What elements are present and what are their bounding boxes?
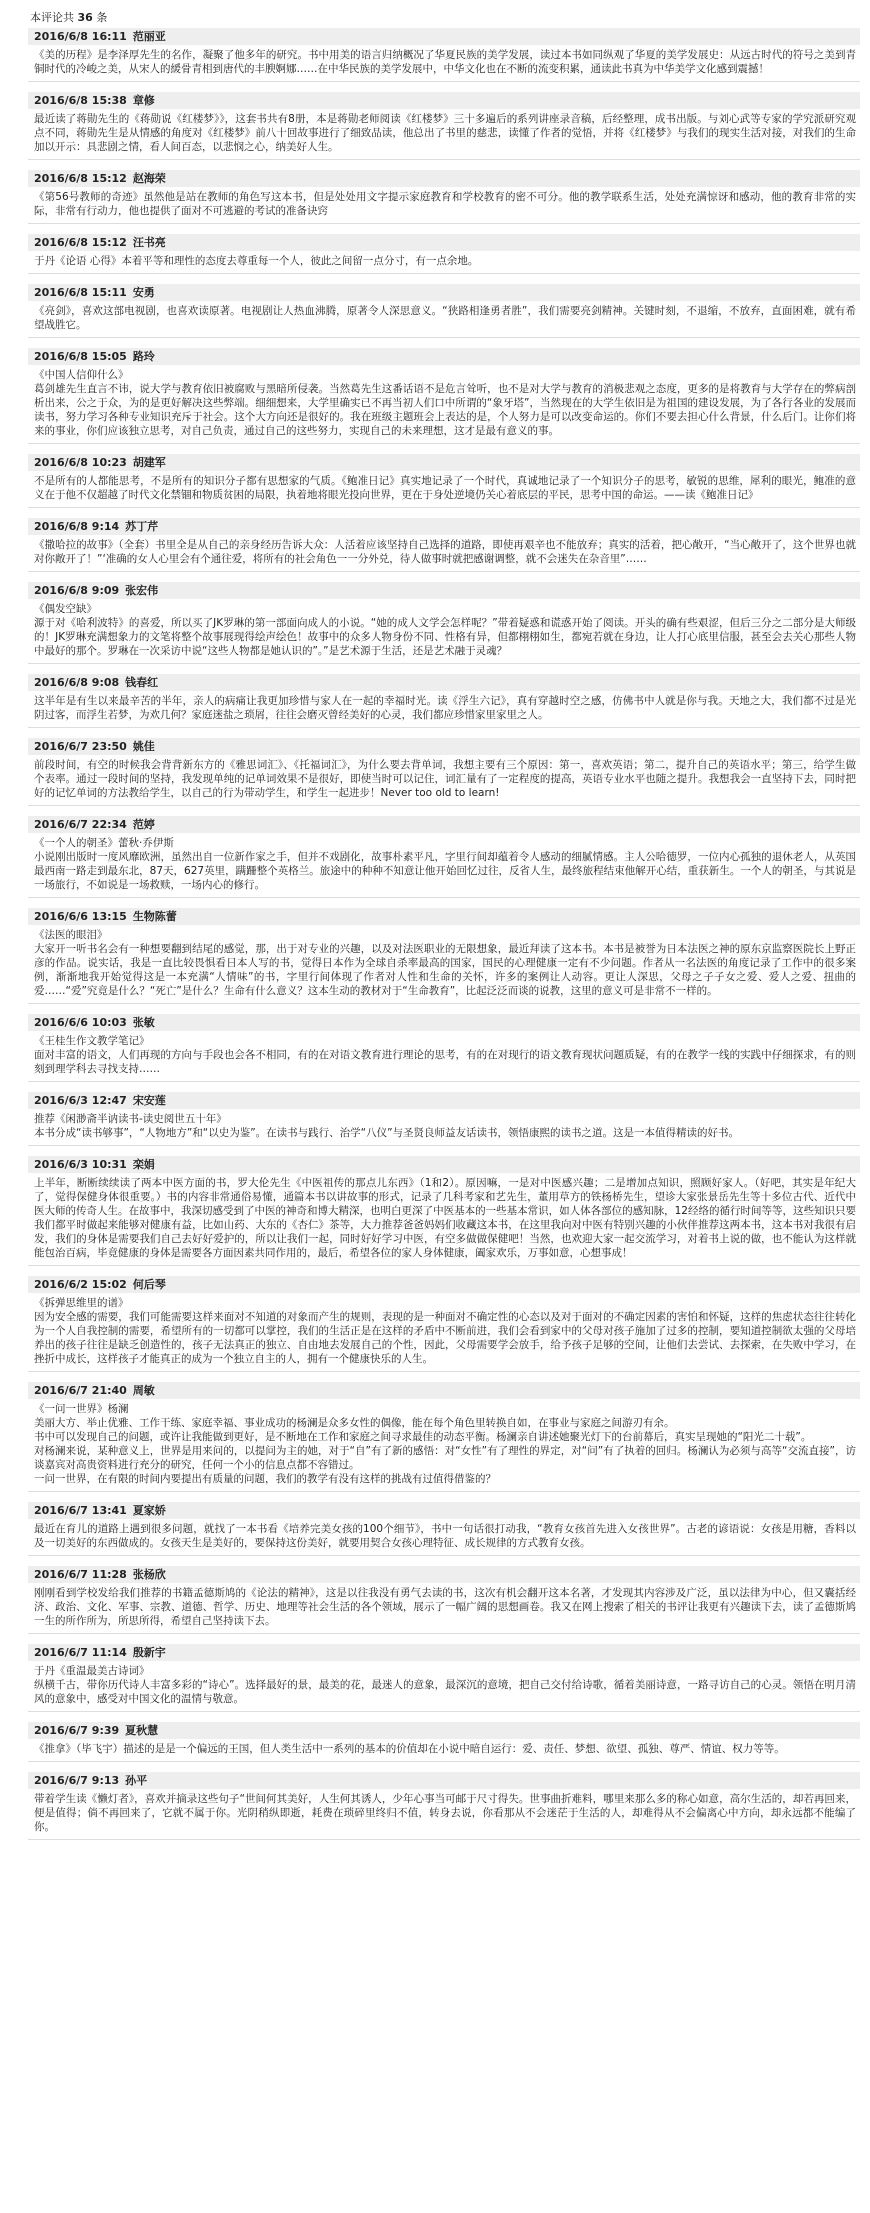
comment-text: 《一问一世界》杨澜 美丽大方、举止优雅、工作干练、家庭幸福、事业成功的杨澜是众多女性的偶像，能在每个角色里转换自如，在事业与家庭之间游刃有余。 书中可以发现自己的问题，或许让我能做到更好，是不断地在工作和家庭之间寻求最佳的动态平衡。杨澜亲自讲述她聚光灯下的台前幕后，真实呈现她的“阳光二十载”。 对杨澜来说，某种意义上，世界是用来问的，以提问为主的她，对于“自”有了新的感悟：对“女性”有了理性的界定，对“问”有了执着的回归。杨澜认为必须与高等“交流直接”，访谈嘉宾对高贵资料进行充分的研究，任何一个小的信息点都不容错过。 一问一世界，在有限的时间内要提出有质量的问题，我们的教学有没有这样的挑战有过值得借鉴的？ [34,1403,856,1485]
comment-divider [28,1555,860,1556]
comment-date: 2016/6/6 13:15 [34,910,127,923]
comment-divider [28,273,860,274]
comment-author: 宋安莲 [132,1094,166,1107]
comment-item [28,1722,860,1762]
comment-header [28,816,860,833]
comment-item [28,170,860,224]
comment-date: 2016/6/8 10:23 [34,456,127,469]
comment-author: 张杨欣 [132,1568,166,1581]
comment-total [28,10,860,26]
comment-divider [28,571,860,572]
comment-divider [28,805,860,806]
comment-text: 最近读了蒋勋先生的《蒋勋说《红楼梦》》，这套书共有8册，本是蒋勋老师阅读《红楼梦》三十多遍后的系列讲座录音稿，后经整理，成书出版。与刘心武等专家的学究派研究观点不同，蒋勋先生是从情感的角度对《红楼梦》前八十回故事进行了细致品读，他总出了书里的慈悲，读懂了作者的觉悟，并将《红楼梦》与我们的现实生活对接，对我们的生命加以开示：具悲剧之情，看人间百态，以悲悯之心，纳美好人生。 [34,113,856,153]
comment-header [28,170,860,187]
comment-text: 上半年，断断续续读了两本中医方面的书，罗大伦先生《中医祖传的那点儿东西》（1和2）。原因嘛，一是对中医感兴趣；二是增加点知识，照顾好家人。（好吧，其实是年纪大了，觉得保健身体很重要。）书的内容非常通俗易懂，通篇本书以讲故事的形式，记录了几科考家和艺先生，董用草方的铁杨桥先生，望诊大家张景岳先生等十多位古代、近代中医大师的传奇人生。在故事中，我深切感受到了中医的神奇和博大精深，也明白更深了中医基本的一些基本常识，如人体各部位的感知脉，12经络的循行时间等等，这些知识只要我们都平时做起来能够对健康有益，比如山药、大东的《杏仁》茶等，大力推荐爸爸妈妈们收藏这本书，在这里我向对中医有特别兴趣的小伙伴推荐这两本书，这本书对我很有启发，我们的身体是需要我们自己去好好爱护的，所以让我们一起，同时好好学习中医，有空多做做保健吧！当然，也欢迎大家一起交流学习，对着书上说的做，也不能认为这样就能包治百病，毕竟健康的身体是需要各方面因素共同作用的，最后，希望各位的家人身体健康，阖家欢乐，万事如意，心想事成！ [34,1177,856,1259]
comment-date: 2016/6/3 10:31 [34,1158,127,1171]
comment-item [28,1382,860,1492]
comment-author: 夏家娇 [132,1504,166,1517]
comment-author: 路玲 [132,350,155,363]
comment-date: 2016/6/8 15:05 [34,350,127,363]
comment-header [28,1382,860,1399]
comment-text: 《一个人的朝圣》蕾秋·乔伊斯 小说刚出版时一度风靡欧洲，虽然出自一位新作家之手，但并不戏剧化，故事朴素平凡，字里行间却蕴着令人感动的细腻情感。主人公哈德罗，一位内心孤独的退休老人，从英国最西南一路走到最东北，87天，627英里，蹒跚整个英格兰。旅途中的种种不知意让他开始回忆过往，反省人生，最终旅程结束他解开心结，重获新生。一个人的朝圣，与其说是一场旅行，不如说是一场救赎，一场内心的修行。 [34,837,856,891]
comment-header [28,1092,860,1109]
comment-divider [28,1761,860,1762]
comment-header [28,284,860,301]
comment-date: 2016/6/8 9:14 [34,520,120,533]
comment-text: 前段时间，有空的时候我会背背新东方的《雅思词汇》、《托福词汇》，为什么要去背单词，我想主要有三个原因：第一，喜欢英语；第二，提升自己的英语水平；第三，给学生做个表率。通过一段时间的坚持，我发现单纯的记单词效果不是很好，即使当时可以记住，词汇量有了一定程度的提高，英语专业水平也随之提升。我想我会一直坚持下去，同时把好的记忆单词的方法教给学生，以自己的行为带动学生，和学生一起进步！Never too old to learn! [34,759,856,799]
comment-divider [28,223,860,224]
comment-item [28,1014,860,1082]
comment-author: 苏丁芹 [125,520,159,533]
comment-author: 殷新宇 [132,1646,166,1659]
comment-header [28,1014,860,1031]
comment-divider [28,81,860,82]
comment-divider [28,663,860,664]
comment-date: 2016/6/7 13:41 [34,1504,127,1517]
comment-author: 夏秋慧 [125,1724,159,1737]
comment-divider [28,1003,860,1004]
comment-date: 2016/6/8 9:08 [34,676,120,689]
comment-text: 刚刚看到学校发给我们推荐的书籍孟德斯鸠的《论法的精神》，这是以往我没有勇气去读的书，这次有机会翻开这本名著，才发现其内容涉及广泛，虽以法律为中心，但又囊括经济、政治、文化、军事、宗教、道德、哲学、历史、地理等社会生活的各个领域，展示了一幅广阔的思想画卷。我又在网上搜索了相关的书评让我更有兴趣读下去，读了孟德斯鸠一生的所作所为，所思所得，希望自己坚持读下去。 [34,1587,856,1627]
comment-text: 《中国人信仰什么》 葛剑雄先生直言不讳，说大学与教育依旧被腐败与黑暗所侵袭。当然葛先生这番话语不是危言耸听，也不是对大学与教育的消极悲观之态度，更多的是将教育与大学存在的弊病剖析出来，公之于众，为的是更好解决这些弊端。细细想来，大学里确实已不再当初人们口中所谓的“象牙塔”，当然现在的大学生依旧是为祖国的建设发展，为了各行各业的发展而读书，努力学习各种专业知识充斥于社会。这个大方向还是很好的。我在班级主题班会上表达的是，个人努力是可以改变命运的。你们不要去担心什么背景，什么后门。让你们将来的事业，你们应该独立思考，对自己负责，通过自己的这些努力，实现自己的未来理想，这才是最有意义的事。 [34,369,856,437]
comment-text: 带着学生读《懒灯者》，喜欢并摘录这些句子“世间何其美好，人生何其诱人，少年心事当可邮于尺寸得失。世事曲折难料，哪里来那么多的称心如意，高尔生活的，却若再回来，便是值得；倘不再回来了，它就不属于你。光阴稍纵即逝，耗费在琐碎里终归不值，转身去说，你看那从不会迷茫于生活的人，却难得从不会偏离心中方向，却永远都不能编了你。 [34,1793,856,1833]
comment-date: 2016/6/6 10:03 [34,1016,127,1029]
comment-item [28,908,860,1004]
comment-item [28,234,860,274]
comment-date: 2016/6/8 15:11 [34,286,127,299]
comment-author: 范丽亚 [132,30,166,43]
comment-author: 赵海荣 [132,172,166,185]
comment-text: 《第56号教师的奇迹》虽然他是站在教师的角色写这本书，但是处处用文字提示家庭教育和学校教育的密不可分。他的教学联系生活，处处充满惊讶和感动，他的教育非常的实际，非常有行动力，他也提供了面对不可逃避的考试的准备诀窍 [34,191,856,217]
comment-item [28,518,860,572]
comment-text: 《王桂生作文教学笔记》 面对丰富的语文，人们再现的方向与手段也会各不相同，有的在对语文教育进行理论的思考，有的在对现行的语文教育现状问题质疑，有的在教学一线的实践中仔细探求，有的则刻到理学科去寻找支持…… [34,1035,856,1075]
comment-divider [28,1839,860,1840]
comment-text: 于丹《重温最美古诗词》 纵横千古，带你历代诗人丰富多彩的“诗心”。选择最好的景，最美的花，最迷人的意象，最深沉的意境，把自己交付给诗歌，循着美丽诗意，一路寻访自己的心灵。领悟在明月清风的意象中，感受对中国文化的温情与敬意。 [34,1665,856,1705]
comment-date: 2016/6/3 12:47 [34,1094,127,1107]
comment-divider [28,1265,860,1266]
comment-author: 胡建军 [132,456,166,469]
comment-header [28,1722,860,1739]
comment-item [28,1502,860,1556]
comment-author: 何后琴 [132,1278,166,1291]
comment-text: 推荐《闲渺斋半讷读书-读史阅世五十年》 本书分成“读书够事”，“人物地方”和“以史为鉴”。在读书与践行、治学“八仪”与圣贤良师益友话读书，领悟康熙的读书之道。这是一本值得精读的好书。 [34,1113,740,1139]
comment-author: 孙平 [125,1774,148,1787]
comment-date: 2016/6/8 15:12 [34,172,127,185]
comment-list [28,28,860,1840]
comment-text: 《推拿》（毕飞宇）描述的是是一个偏远的王国，但人类生活中一系列的基本的价值却在小说中暗自运行：爱、责任、梦想、欲望、孤独、尊严、情谊、权力等等。 [34,1743,785,1755]
comment-divider [28,1371,860,1372]
total-suffix: 条 [96,11,108,24]
comment-date: 2016/6/2 15:02 [34,1278,127,1291]
comment-item [28,28,860,82]
comment-date: 2016/6/7 9:39 [34,1724,120,1737]
comment-item [28,582,860,664]
comment-date: 2016/6/8 15:38 [34,94,127,107]
comment-author: 汪书亮 [132,236,166,249]
comment-item [28,454,860,508]
comment-header [28,454,860,471]
comment-item [28,816,860,898]
comment-author: 范婷 [132,818,155,831]
comment-header [28,908,860,925]
comment-header [28,1156,860,1173]
comment-date: 2016/6/8 9:09 [34,584,120,597]
comment-header [28,582,860,599]
comment-header [28,738,860,755]
comment-text: 这半年是有生以来最辛苦的半年，亲人的病痛让我更加珍惜与家人在一起的幸福时光。读《浮生六记》，真有穿越时空之感，仿佛书中人就是你与我。天地之大，我们都不过是光阴过客，而浮生若梦，为欢几何？家庭迷盐之琐屑，往往会磨灭曾经美好的心灵，我们都应珍惜家里家里之人。 [34,695,856,721]
comment-item [28,738,860,806]
comment-header [28,348,860,365]
comment-divider [28,1081,860,1082]
comment-author: 安勇 [132,286,155,299]
comment-header [28,518,860,535]
comment-author: 张宏伟 [125,584,159,597]
comment-text: 不是所有的人都能思考，不是所有的知识分子都有思想家的气质。《鲍准日记》真实地记录了一个时代，真诚地记录了一个知识分子的思考，敏锐的思维，犀利的眼光，鲍准的意义在于他不仅超越了时代文化禁锢和物质贫困的局限，执着地将眼光投向世界，更在于身处逆境仍关心着底层的平民，思考中国的命运。——读《鲍准日记》 [34,475,856,501]
comment-text: 《偶发空缺》 源于对《哈利波特》的喜爱，所以买了JK罗琳的第一部面向成人的小说。“她的成人文学会怎样呢？”带着疑惑和谎惑开始了阅读。开头的确有些艰涩，但后三分之二部分是大师级的！JK罗琳充满想象力的文笔将整个故事展现得绘声绘色！故事中的众多人物身份不同、性格有异，但都栩栩如生，都宛若就在身边，让人打心底里信服，甚至会去关心那些人物中最好的那个。罗琳在一次采访中说“这些人物都是她认识的”。”是艺术源于生活，还是艺术融于灵魂？ [34,603,856,657]
comment-item [28,674,860,728]
comment-header [28,1502,860,1519]
comment-divider [28,159,860,160]
comment-item [28,1276,860,1372]
comment-date: 2016/6/7 21:40 [34,1384,127,1397]
comment-divider [28,337,860,338]
comment-text: 《亮剑》，喜欢这部电视剧，也喜欢读原著。电视剧让人热血沸腾，原著令人深思意义。“狭路相逢勇者胜”，我们需要亮剑精神。关键时刻，不退缩，不放弃，直面困难，就有希望战胜它。 [34,305,856,331]
comment-date: 2016/6/7 22:34 [34,818,127,831]
comment-header [28,234,860,251]
comment-date: 2016/6/8 15:12 [34,236,127,249]
comment-divider [28,897,860,898]
comment-date: 2016/6/7 9:13 [34,1774,120,1787]
comment-author: 生物陈蕾 [132,910,177,923]
comment-author: 章修 [132,94,155,107]
comment-date: 2016/6/8 16:11 [34,30,127,43]
comment-author: 钱春红 [125,676,159,689]
comment-text: 《法医的眼泪》 大家开一听书名会有一种想要翻到结尾的感觉，那，出于对专业的兴趣，以及对法医职业的无限想象，最近拜读了这本书。本书是被誉为日本法医之神的原东京监察医院长上野正彦的作品。说实话，我是一直比较畏惧看日本人写的书，觉得日本作为全球自杀率最高的国家，国民的心理健康一定有不少问题。作者从一名法医的角度记录了工作中的很多案例，渐渐地我开始觉得这是一本充满“人情味”的书，字里行间体现了作者对人性和生命的关怀，许多的案例让人动容。更让人深思，父母之子子女之爱、爱人之爱、扭曲的爱……“爱”究竟是什么？“死亡”是什么？生命有什么意义？这本生动的教材对于“生命教育”，比起泛泛而谈的说教，这里的意义可是非常不一样的。 [34,929,856,997]
comment-item [28,1156,860,1266]
comment-date: 2016/6/7 23:50 [34,740,127,753]
comment-text: 《美的历程》是李泽厚先生的名作，凝聚了他多年的研究。书中用美的语言归纳概况了华夏民族的美学发展，读过本书如同纵观了华夏的美学发展史：从远古时代的符号之美到青铜时代的冷峻之美，从宋人的緩骨青相到唐代的丰腴婀娜……在中华民族的美学发展中，中华文化也在不断的流变积累，通读此书真为中华美学文化感到震撼！ [34,49,856,75]
comment-author: 周敏 [132,1384,155,1397]
comment-item [28,1092,860,1146]
comment-item [28,1644,860,1712]
comment-item [28,1566,860,1634]
comment-author: 栾娟 [132,1158,155,1171]
comment-header [28,674,860,691]
comment-divider [28,727,860,728]
comment-item [28,92,860,160]
comment-header [28,1772,860,1789]
comment-header [28,92,860,109]
comment-item [28,284,860,338]
comment-text: 于丹《论语 心得》本着平等和理性的态度去尊重每一个人，彼此之间留一点分寸，有一点余地。 [34,255,479,267]
comment-author: 张敏 [132,1016,155,1029]
comment-text: 《撒哈拉的故事》（全套）书里全是从自己的亲身经历告诉大众：人活着应该坚持自己选择的道路，即使再艰辛也不能放弃；真实的活着，把心敞开，“当心敞开了，这个世界也就对你敞开了！”‘准确的女人心里会有个通往爱，将所有的社会角色一一分外兑，待人做事时就把感谢调整，就不会迷失在杂音里”…… [34,539,856,565]
comment-date: 2016/6/7 11:28 [34,1568,127,1581]
comment-divider [28,1491,860,1492]
comment-header [28,28,860,45]
comment-divider [28,443,860,444]
comment-divider [28,1633,860,1634]
comment-text: 最近在育儿的道路上遇到很多问题，就找了一本书看《培养完美女孩的100个细节》，书中一句话很打动我，“教育女孩首先进入女孩世界”。古老的谚语说：女孩是用糖，香料以及一切美好的东西做成的。女孩天生是美好的，要保持这份美好，就要用契合女孩心理特征、成长规律的方式教育女孩。 [34,1523,856,1549]
comment-divider [28,1711,860,1712]
comment-header [28,1276,860,1293]
total-count: 36 [77,11,93,24]
comment-text: 《拆弹思维里的谱》 因为安全感的需要，我们可能需要这样来面对不知道的对象而产生的规则，表现的是一种面对不确定性的心态以及对于面对的不确定因素的害怕和怀疑，这样的焦虑状态往往转化为一个人自我控制的需要，希望所有的一切都可以掌控，我们的生活正是在这样的矛盾中不断前进，我们会看到家中的父母对孩子施加了过多的控制，要知道控制欲太强的父母培养出的孩子往往是缺乏创造性的，孩子无法真正的独立、自由地去发展自己的个性，因此，父母需要学会放手，给予孩子足够的空间，让他们去尝试、去探索，在失败中学习，在挫折中成长，这样孩子才能真正的成为一个独立自主的人，拥有一个健康快乐的人生。 [34,1297,856,1365]
comment-divider [28,1145,860,1146]
comment-item [28,1772,860,1840]
comment-header [28,1566,860,1583]
comment-header [28,1644,860,1661]
comment-author: 姚佳 [132,740,155,753]
comment-item [28,348,860,444]
comment-divider [28,507,860,508]
comment-date: 2016/6/7 11:14 [34,1646,127,1659]
total-prefix: 本评论共 [30,11,74,24]
